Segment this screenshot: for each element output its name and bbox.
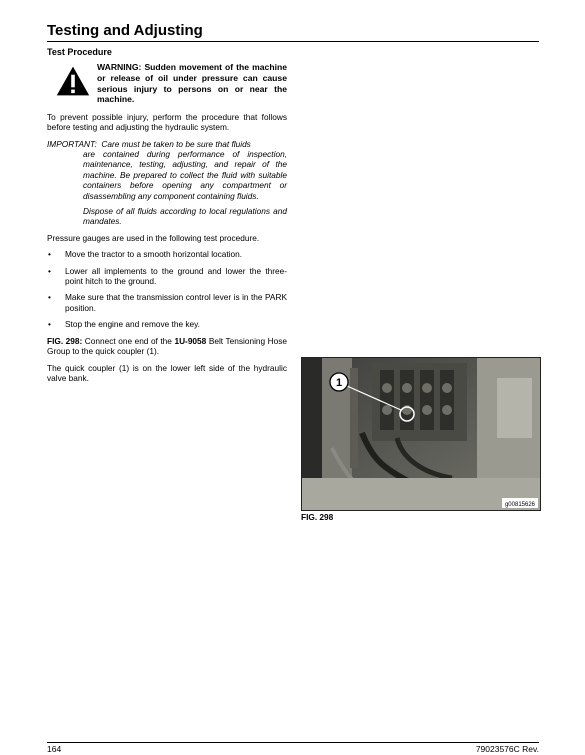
footer-rule (47, 742, 539, 743)
header-rule (47, 41, 539, 42)
coupler-note: The quick coupler (1) is on the lower left side of the hydraulic valve bank. (47, 362, 287, 383)
section-subhead: Test Procedure (47, 47, 112, 57)
intro-paragraph: To prevent possible injury, perform the procedure that follows before testing and adjusting the hydraulic system. (47, 111, 287, 133)
list-item: • Make sure that the transmission control lever is in the PARK position. (47, 292, 287, 313)
hydraulic-valve-photo (302, 358, 540, 510)
list-item: • Move the tractor to a smooth horizontal location. (47, 249, 287, 259)
figure-instruction (47, 336, 287, 357)
warning-block (47, 62, 287, 104)
dispose-note: Dispose of all fluids according to local regulations and mandates. (83, 206, 287, 227)
page-number: 164 (47, 744, 62, 754)
warning-triangle-icon (55, 64, 91, 98)
image-id-label: g00815626 (504, 502, 536, 508)
doc-number: 79023576C Rev. (475, 744, 539, 754)
figure-caption: FIG. 298 (301, 512, 334, 522)
list-item: • Stop the engine and remove the key. (47, 319, 287, 329)
callout-label: 1 (335, 377, 343, 389)
fig-text-b: Belt Tensioning Hose Group to the quick coupler (1). (47, 335, 288, 357)
gauges-paragraph: Pressure gauges are used in the following test procedure. (47, 232, 260, 243)
left-column (47, 45, 287, 389)
part-number: 1U-9058 (174, 335, 207, 346)
important-first: Care must be taken to be sure that fluids (101, 138, 251, 149)
warning-text: WARNING: Sudden movement of the machine or release of oil under pressure can cause serious injury to persons on or near the machine. (97, 62, 287, 105)
fig-ref: FIG. 298: (47, 335, 83, 346)
fig-text-a: Connect one end of the (84, 335, 172, 346)
procedure-list (47, 249, 287, 329)
important-note (47, 139, 287, 201)
figure-photo (301, 357, 541, 511)
list-item: • Lower all implements to the ground and lower the three-point hitch to the ground. (47, 266, 287, 287)
important-label: IMPORTANT: (47, 138, 97, 149)
important-body: are contained during performance of inspection, maintenance, testing, adjusting, and repair of the machine. Be prepared to collect the fluid with suitable containers before opening any compartment or disassembling any component containing fluids. (83, 149, 287, 201)
important-lead (47, 139, 287, 149)
page-title: Testing and Adjusting (47, 22, 203, 39)
